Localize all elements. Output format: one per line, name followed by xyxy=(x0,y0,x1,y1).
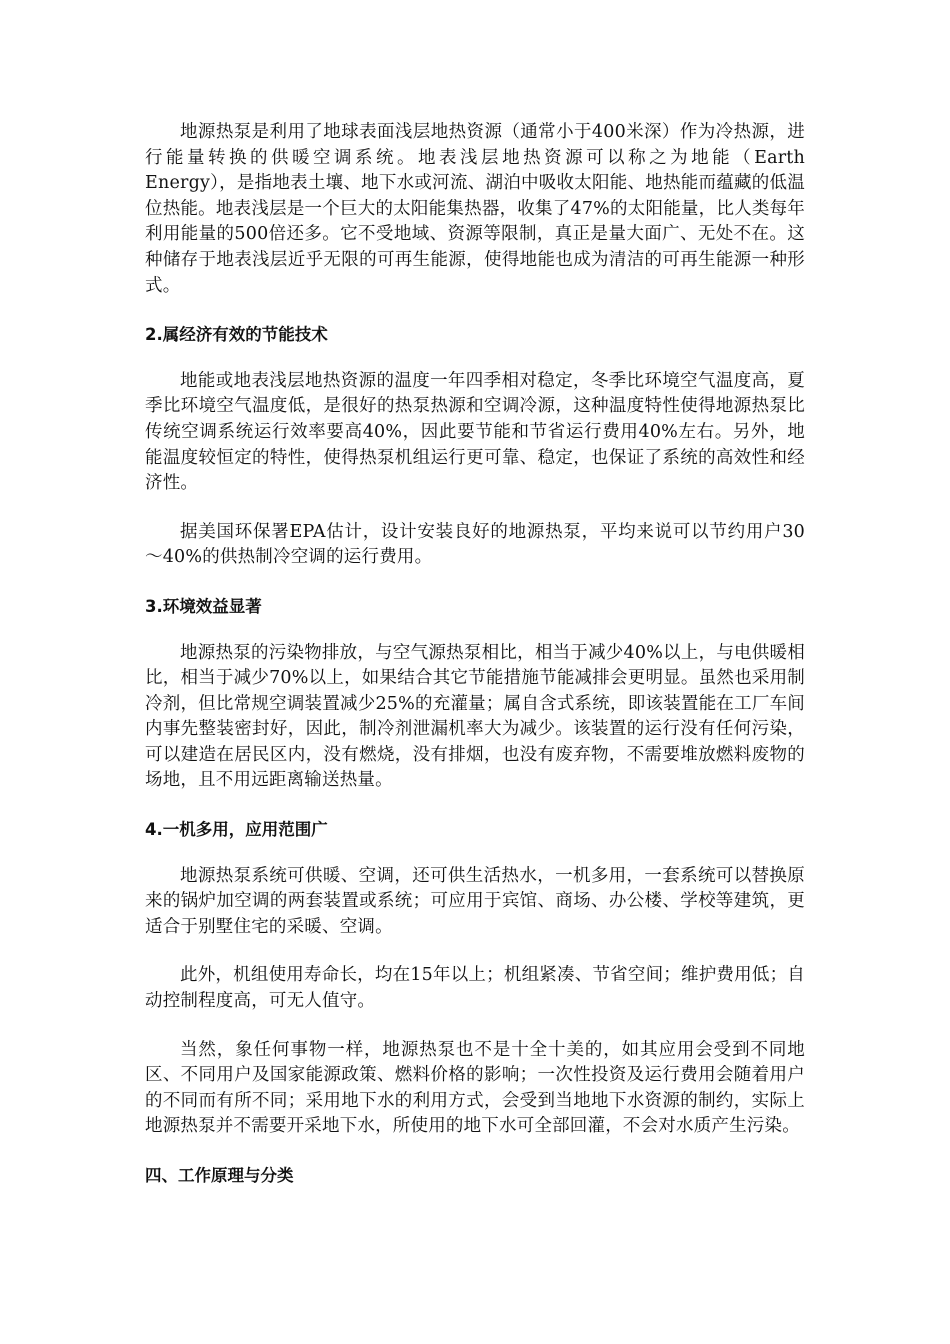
paragraph-environment: 地源热泵的污染物排放，与空气源热泵相比，相当于减少40%以上，与电供暖相比，相当于减少70%以上，如果结合其它节能措施节能减排会更明显。虽然也采用制冷剂，但比常规空调装置减少25%的充灌量；属自含式系统，即该装置能在工厂车间内事先整装密封好，因此，制冷剂泄漏机率大为减少。该装置的运行没有任何污染，可以建造在居民区内，没有燃烧，没有排烟，也没有废弃物，不需要堆放燃料废物的场地，且不用远距离输送热量。 xyxy=(145,642,805,791)
paragraph-epa-estimate: 据美国环保署EPA估计，设计安装良好的地源热泵，平均来说可以节约用户30～40%的供热制冷空调的运行费用。 xyxy=(145,521,805,568)
paragraph-energy-saving: 地能或地表浅层地热资源的温度一年四季相对稳定，冬季比环境空气温度高，夏季比环境空气温度低，是很好的热泵热源和空调冷源，这种温度特性使得地源热泵比传统空调系统运行效率要高40%，因此要节能和节省运行费用40%左右。另外，地能温度较恒定的特性，使得热泵机组运行更可靠、稳定，也保证了系统的高效性和经济性。 xyxy=(145,370,805,494)
section-heading-energy-saving: 2.属经济有效的节能技术 xyxy=(145,325,328,345)
paragraph-multi-use: 地源热泵系统可供暖、空调，还可供生活热水，一机多用，一套系统可以替换原来的锅炉加空调的两套装置或系统；可应用于宾馆、商场、办公楼、学校等建筑，更适合于别墅住宅的采暖、空调。 xyxy=(145,865,805,937)
document-body xyxy=(145,120,805,1210)
paragraph-intro: 地源热泵是利用了地球表面浅层地热资源（通常小于400米深）作为冷热源，进行能量转换的供暖空调系统。地表浅层地热资源可以称之为地能（Earth Energy），是指地表土壤、地下水或河流、湖泊中吸收太阳能、地热能而蕴藏的低温位热能。地表浅层是一个巨大的太阳能集热器，收集了47%的太阳能量，比人类每年利用能量的500倍还多。它不受地域、资源等限制，真正是量大面广、无处不在。这种储存于地表浅层近乎无限的可再生能源，使得地能也成为清洁的可再生能源一种形式。 xyxy=(145,122,805,296)
section-heading-principles: 四、工作原理与分类 xyxy=(145,1166,294,1185)
paragraph-limitations: 当然，象任何事物一样，地源热泵也不是十全十美的，如其应用会受到不同地区、不同用户及国家能源政策、燃料价格的影响；一次性投资及运行费用会随着用户的不同而有所不同；采用地下水的利用方式，会受到当地地下水资源的制约，实际上地源热泵并不需要开采地下水，所使用的地下水可全部回灌，不会对水质产生污染。 xyxy=(145,1039,805,1137)
section-heading-environment: 3.环境效益显著 xyxy=(145,596,262,616)
section-heading-multi-use: 4.一机多用，应用范围广 xyxy=(145,820,328,840)
paragraph-lifespan: 此外，机组使用寿命长，均在15年以上；机组紧凑、节省空间；维护费用低；自动控制程度高，可无人值守。 xyxy=(145,965,805,1012)
